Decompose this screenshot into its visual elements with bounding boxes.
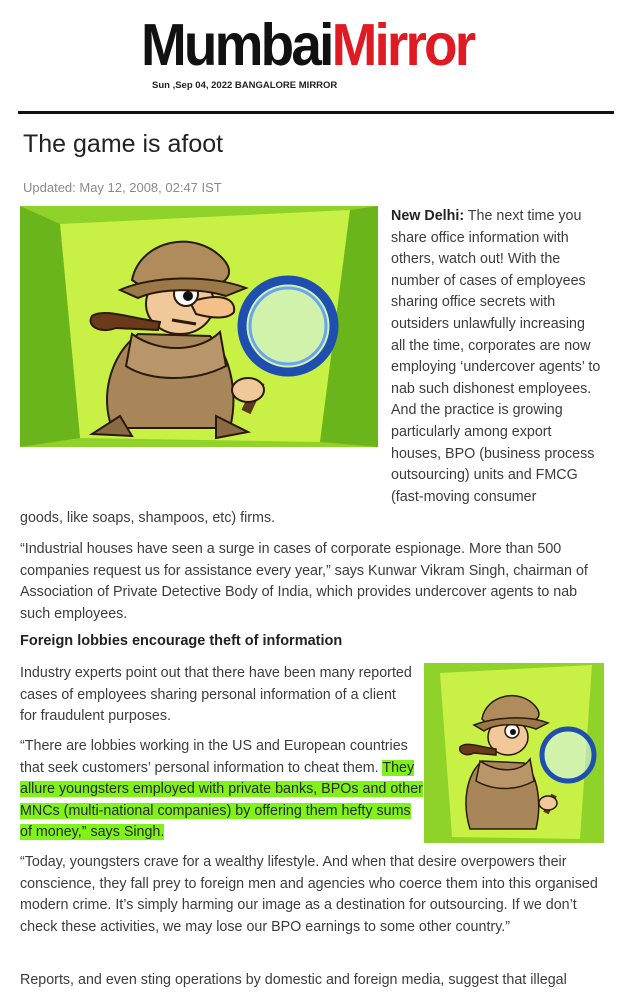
masthead — [0, 0, 630, 112]
lead-place: New Delhi: — [391, 208, 465, 224]
paragraph-4 — [20, 736, 424, 844]
updated-timestamp: Updated: May 12, 2008, 02:47 IST — [23, 180, 222, 195]
paragraph-3: Industry experts point out that there have been many reported cases of employees sharing personal information of a client for fraudulent purposes. — [20, 665, 412, 725]
lead-text: The next time you share office information with others, watch out! With the number of cases of employees sharing office secrets with outsiders unlawfully increasing all the time, corporates are now employing ‘undercover agents’ to nab such dishonest employees. And the practice is growing particularly among export houses, BPO (business process outsourcing) units and FMCG (fast-moving consumer — [391, 208, 601, 505]
detective-illustration-small — [424, 663, 604, 843]
article-title: The game is afoot — [23, 130, 224, 158]
mumbai-mirror-logo[interactable] — [141, 12, 473, 78]
section-subheading: Foreign lobbies encourage theft of information — [20, 633, 343, 649]
logo-mumbai: Mumbai — [141, 12, 332, 78]
highlighted-quote: They allure youngsters employed with private banks, BPOs and other MNCs (multi-national companies) by offering them hefty sums of money,” says Singh. — [20, 759, 423, 841]
header-divider — [18, 111, 614, 114]
paragraph-2: “Industrial houses have seen a surge in cases of corporate espionage. More than 500 companies request us for assistance every year,” says Kunwar Vikram Singh, chairman of Association of Private Detective Body of India, which provides undercover agents to nab such employees. — [20, 541, 588, 622]
paragraph-5: “Today, youngsters crave for a wealthy lifestyle. And when that desire overpowers their conscience, they fall prey to foreign men and agencies who coerce them into this organised modern crime. It’s simply harming our image as a destination for outsourcing. If we don’t check these activities, we may lose our BPO earnings to some other country.” — [20, 854, 598, 935]
paragraph-4-text: “There are lobbies working in the US and European countries that seek customers’ personal information to cheat them. — [20, 738, 408, 776]
lead-paragraph — [391, 206, 603, 508]
lead-continuation: goods, like soaps, shampoos, etc) firms. — [20, 510, 276, 526]
paragraph-6: Reports, and even sting operations by domestic and foreign media, suggest that illegal — [20, 972, 567, 988]
logo-mirror: Mirror — [331, 12, 474, 78]
detective-illustration — [20, 206, 378, 447]
dateline: Sun ,Sep 04, 2022 BANGALORE MIRROR — [152, 80, 338, 91]
